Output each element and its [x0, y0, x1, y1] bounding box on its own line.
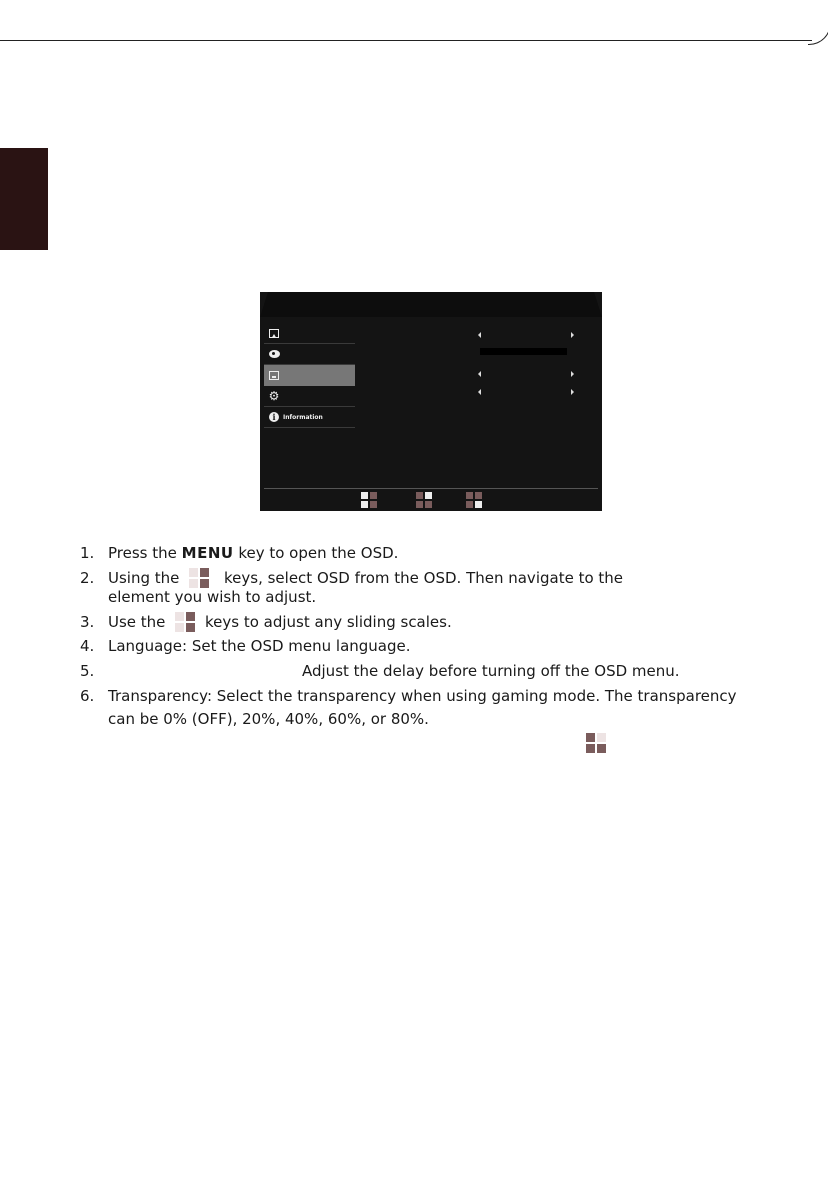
page-trim-corner — [808, 0, 828, 45]
osd-timeout-slider[interactable] — [480, 348, 567, 355]
osd-footer-divider — [264, 488, 598, 489]
info-icon: i — [268, 411, 280, 423]
osd-menu-item-color[interactable] — [264, 344, 355, 365]
osd-menu-item-picture[interactable] — [264, 323, 355, 344]
osd-menu — [264, 323, 355, 428]
gear-icon: ⚙ — [268, 389, 280, 403]
osd-setting-transparency[interactable] — [478, 369, 574, 379]
right-arrow-icon[interactable] — [571, 389, 574, 395]
osd-menu-label-information: Information — [283, 413, 323, 421]
page-trim-line — [0, 40, 812, 41]
right-arrow-icon[interactable] — [571, 371, 574, 377]
key-icon-exit — [466, 492, 482, 508]
osd-icon — [268, 369, 280, 381]
key-icon-updown — [416, 492, 432, 508]
osd-menu-item-osd[interactable] — [264, 365, 355, 386]
osd-setting-language[interactable] — [478, 330, 574, 340]
left-arrow-icon[interactable] — [478, 332, 481, 338]
osd-screenshot — [260, 292, 602, 511]
exit-key-icon — [586, 733, 608, 755]
menu-key-label: MENU — [181, 544, 234, 562]
right-arrow-icon[interactable] — [571, 332, 574, 338]
osd-menu-item-system[interactable] — [264, 386, 355, 407]
osd-menu-item-information[interactable] — [264, 407, 355, 428]
osd-setting-refresh[interactable] — [478, 387, 574, 397]
color-palette-icon — [268, 348, 280, 360]
left-arrow-icon[interactable] — [478, 389, 481, 395]
key-icon-menu — [361, 492, 377, 508]
language-side-tab — [0, 148, 48, 250]
leftright-key-icon — [175, 612, 197, 634]
left-arrow-icon[interactable] — [478, 371, 481, 377]
osd-header — [260, 292, 602, 317]
picture-icon — [268, 327, 280, 339]
